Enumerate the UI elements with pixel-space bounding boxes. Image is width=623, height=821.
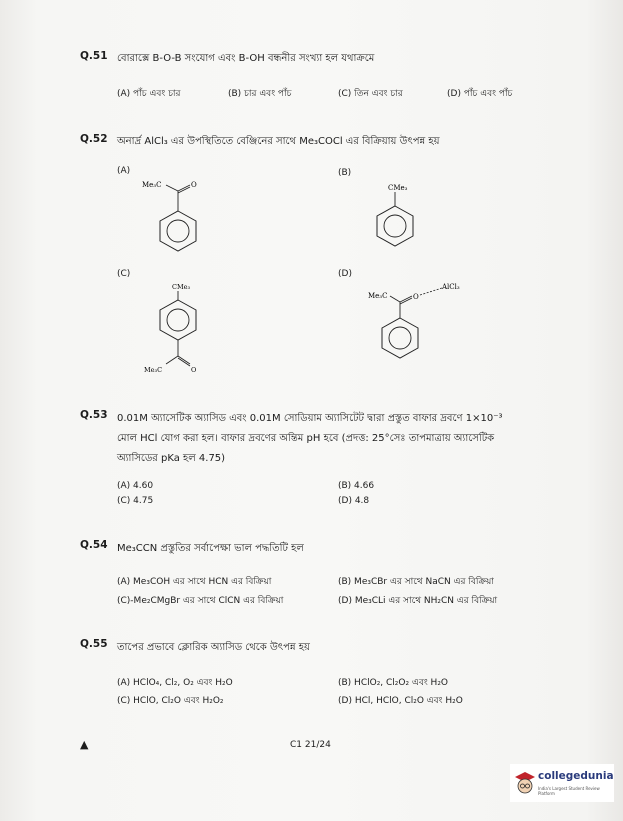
oxygen-label: O (413, 293, 419, 301)
question-text-line2: মোল HCl যোগ করা হল। বাফার দ্রবণের অন্তিম pH হবে (প্রদত্ত: 25°সেঃ তাপমাত্রায় অ্যাসেটিক (117, 433, 495, 444)
question-number: Q.55 (80, 638, 108, 650)
option-b: (B) 4.66 (338, 481, 375, 491)
group-label: Me₃C (142, 181, 162, 189)
oxygen-label: O (191, 181, 197, 189)
alcl3-label: AlCl₃ (442, 283, 460, 291)
group-label: Me₃C (368, 292, 388, 300)
option-d: (D) পাঁচ এবং পাঁচ (447, 89, 513, 99)
triangle-marker-icon: ▲ (80, 738, 89, 751)
option-label-d: (D) (338, 269, 352, 279)
option-b: (B) চার এবং পাঁচ (228, 89, 292, 99)
option-d: (D) 4.8 (338, 496, 370, 506)
graduate-icon (514, 770, 536, 796)
option-a: (A) HClO₄, Cl₂, O₂ এবং H₂O (117, 678, 233, 688)
group-label: CMe₃ (388, 184, 408, 192)
oxygen-label: O (191, 366, 197, 374)
question-number: Q.52 (80, 133, 108, 145)
logo-name: collegedunia (538, 770, 614, 782)
option-a: (A) 4.60 (117, 481, 154, 491)
option-c: (C)-Me₂CMgBr এর সাথে ClCN এর বিক্রিয়া (117, 596, 284, 606)
question-text: বোরাক্সে B-O-B সংযোগ এবং B-OH বন্ধনীর সংখ্যা হল যথাক্রমে (117, 53, 375, 64)
option-b: (B) Me₃CBr এর সাথে NaCN এর বিক্রিয়া (338, 577, 494, 587)
group-label: Me₃C (144, 366, 163, 374)
option-c: (C) 4.75 (117, 496, 154, 506)
option-a: (A) পাঁচ এবং চার (117, 89, 181, 99)
option-a: (A) Me₃COH এর সাথে HCN এর বিক্রিয়া (117, 577, 272, 587)
page-number: C1 21/24 (290, 740, 331, 750)
option-label-c: (C) (117, 269, 131, 279)
group-label: CMe₃ (172, 283, 191, 291)
option-d: (D) Me₃CLi এর সাথে NH₂CN এর বিক্রিয়া (338, 596, 498, 606)
structure-c (140, 280, 220, 380)
option-label-b: (B) (338, 168, 352, 178)
option-label-a: (A) (117, 166, 131, 176)
question-number: Q.54 (80, 539, 108, 551)
option-c: (C) HClO, Cl₂O এবং H₂O₂ (117, 696, 224, 706)
collegedunia-logo[interactable] (510, 764, 614, 802)
option-b: (B) HClO₂, Cl₂O₂ এবং H₂O (338, 678, 449, 688)
structure-a (140, 175, 220, 260)
question-number: Q.53 (80, 409, 108, 421)
structure-d (368, 278, 478, 368)
question-text-line3: অ্যাসিডের pKa হল 4.75) (117, 453, 226, 464)
structure-b (360, 180, 430, 260)
option-c: (C) তিন এবং চার (338, 89, 403, 99)
logo-tagline: India's Largest Student Review Platform (538, 786, 600, 796)
question-number: Q.51 (80, 50, 108, 62)
question-text-line1: 0.01M অ্যাসেটিক অ্যাসিড এবং 0.01M সোডিয়াম অ্যাসিটেট দ্বারা প্রস্তুত বাফার দ্রবণে 1×10⁻³ (117, 413, 503, 424)
option-d: (D) HCl, HClO, Cl₂O এবং H₂O (338, 696, 463, 706)
question-text: Me₃CCN প্রস্তুতির সর্বাপেক্ষা ভাল পদ্ধতিটি হল (117, 543, 304, 554)
question-text: তাপের প্রভাবে ক্লোরিক অ্যাসিড থেকে উৎপন্ন হয় (117, 642, 310, 653)
question-text: অনার্দ্র AlCl₃ এর উপস্থিতিতে বেঞ্জিনের সাথে Me₃COCl এর বিক্রিয়ায় উৎপন্ন হয় (117, 136, 440, 147)
